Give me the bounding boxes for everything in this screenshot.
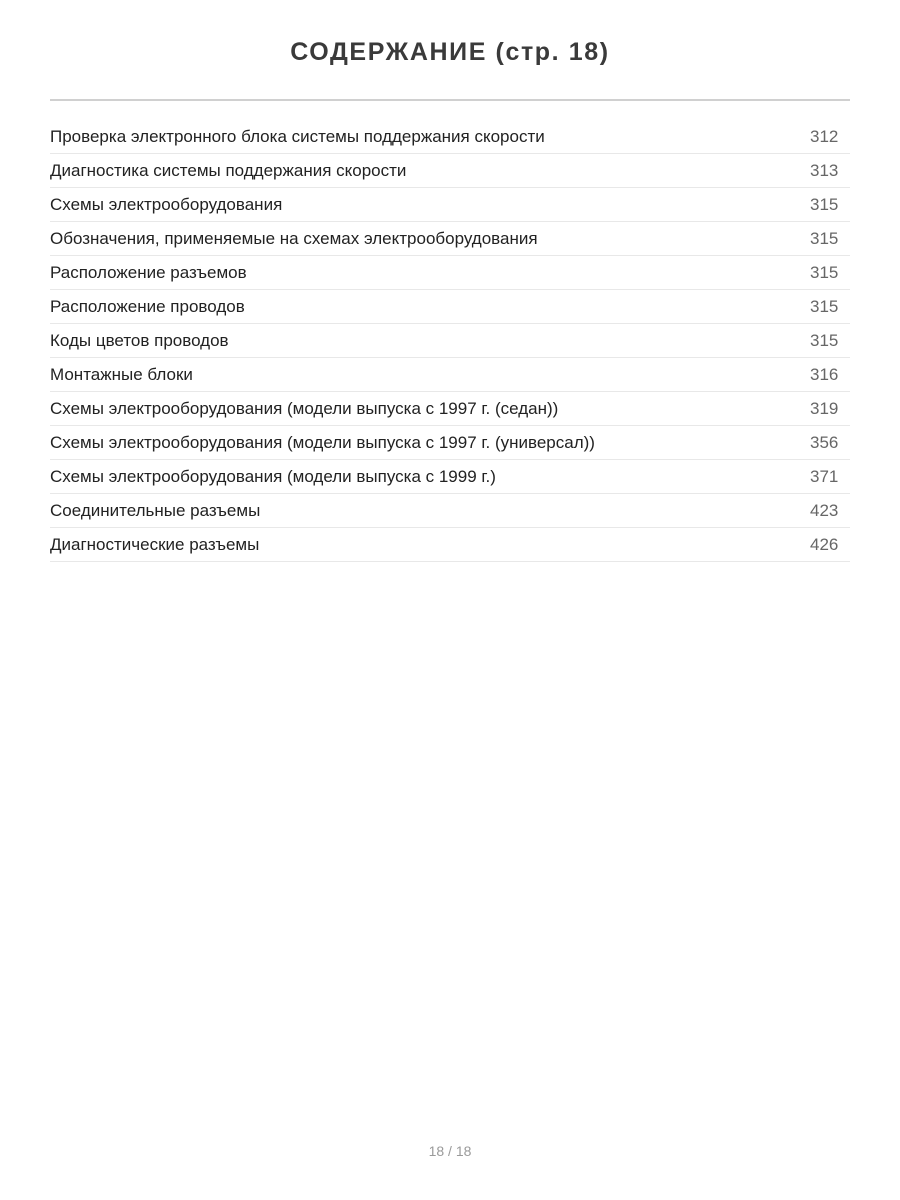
toc-entry-page-number: 315 (810, 194, 839, 214)
toc-entry-page-number: 423 (810, 500, 839, 520)
toc-entry-label: Схемы электрооборудования (модели выпуска с 1999 г.) (50, 466, 496, 486)
toc-entry[interactable] (50, 188, 850, 222)
toc-entry[interactable] (50, 256, 850, 290)
toc-entry[interactable] (50, 358, 850, 392)
toc-entry[interactable] (50, 528, 850, 562)
toc-entry[interactable] (50, 222, 850, 256)
toc-entry-page-number: 312 (810, 126, 839, 146)
toc-entry-label: Расположение разъемов (50, 262, 247, 282)
toc-entry-label: Соединительные разъемы (50, 500, 261, 520)
toc-entry-page-number: 315 (810, 228, 839, 248)
title-divider (50, 99, 850, 101)
toc-entry[interactable] (50, 290, 850, 324)
toc-entry-page-number: 315 (810, 330, 839, 350)
toc-entry-label: Диагностические разъемы (50, 534, 260, 554)
toc-entry-page-number: 313 (810, 160, 839, 180)
toc-entry[interactable] (50, 392, 850, 426)
toc-entry-label: Схемы электрооборудования (50, 194, 283, 214)
toc-entry[interactable] (50, 460, 850, 494)
toc-entry-page-number: 426 (810, 534, 839, 554)
toc-entry[interactable] (50, 154, 850, 188)
toc-entry[interactable] (50, 324, 850, 358)
toc-entry-page-number: 319 (810, 398, 839, 418)
toc-entry-label: Расположение проводов (50, 296, 245, 316)
toc-entry[interactable] (50, 494, 850, 528)
toc-entry-page-number: 315 (810, 262, 839, 282)
toc-entry[interactable] (50, 120, 850, 154)
toc-entry-page-number: 356 (810, 432, 839, 452)
toc-entry[interactable] (50, 426, 850, 460)
toc-entry-page-number: 371 (810, 466, 839, 486)
toc-entry-label: Схемы электрооборудования (модели выпуска с 1997 г. (седан)) (50, 398, 559, 418)
toc-entry-label: Коды цветов проводов (50, 330, 229, 350)
page-counter: 18 / 18 (428, 1143, 472, 1159)
toc-entry-label: Обозначения, применяемые на схемах электрооборудования (50, 228, 538, 248)
toc-entry-label: Диагностика системы поддержания скорости (50, 160, 407, 180)
toc-entry-label: Схемы электрооборудования (модели выпуска с 1997 г. (универсал)) (50, 432, 595, 452)
page-title: СОДЕРЖАНИЕ (стр. 18) (290, 38, 610, 66)
toc-list (50, 120, 850, 562)
toc-entry-label: Проверка электронного блока системы поддержания скорости (50, 126, 545, 146)
toc-entry-label: Монтажные блоки (50, 364, 193, 384)
toc-entry-page-number: 316 (810, 364, 839, 384)
toc-entry-page-number: 315 (810, 296, 839, 316)
